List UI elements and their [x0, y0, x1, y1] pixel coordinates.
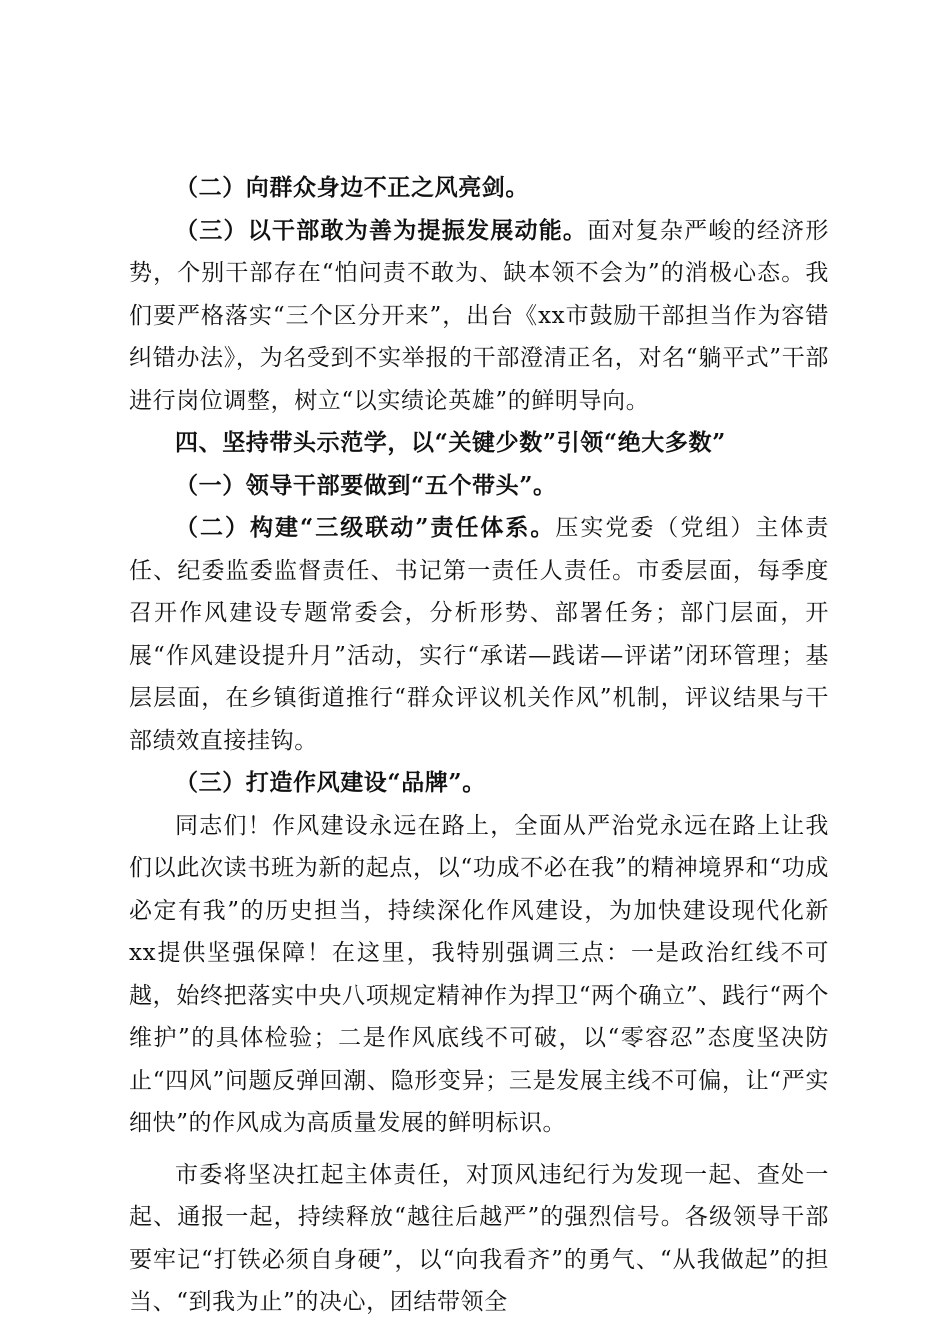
- paragraph-text: 压实党委（党组）主体责任、纪委监委监督责任、书记第一责任人责任。市委层面，每季度召开作风建设专题常委会，分析形势、部署任务；部门层面，开展“作风建设提升月”活动，实行“承诺—践诺—评诺”闭环管理；基层层面，在乡镇街道推行“群众评议机关作风”机制，评议结果与干部绩效直接挂钩。: [129, 515, 829, 754]
- paragraph-heading: （三）以干部敢为善为提振发展动能。: [175, 216, 588, 244]
- paragraph-text: 同志们！作风建设永远在路上，全面从严治党永远在路上让我们以此次读书班为新的起点，以“功成不必在我”的精神境界和“功成必定有我”的历史担当，持续深化作风建设，为加快建设现代化新xx提供坚强保障！在这里，我特别强调三点：一是政治红线不可越，始终把落实中央八项规定精神作为捍卫“两个确立”、践行“两个维护”的具体检验；二是作风底线不可破，以“零容忍”态度坚决防止“四风”问题反弹回潮、隐形变异；三是发展主线不可偏，让“严实细快”的作风成为高质量发展的鲜明标识。: [129, 812, 829, 1136]
- section-title: 四、坚持带头示范学，以“关键少数”引领“绝大多数”: [175, 429, 726, 456]
- paragraph-2: [129, 210, 829, 423]
- paragraph-heading: （二）向群众身边不正之风亮剑。: [175, 174, 529, 201]
- paragraph-heading: （二）构建“三级联动”责任体系。: [175, 514, 556, 541]
- document-body: [129, 167, 829, 1324]
- paragraph-4: [129, 507, 829, 762]
- paragraph-6: [129, 805, 829, 1145]
- paragraph-text: 面对复杂严峻的经济形势，个别干部存在“怕问责不敢为、缺本领不会为”的消极心态。我们要严格落实“三个区分开来”，出台《xx市鼓励干部担当作为容错纠错办法》，为名受到不实举报的干部澄清正名，对名“躺平式”干部进行岗位调整，树立“以实绩论英雄”的鲜明导向。: [129, 217, 830, 414]
- section-heading: [129, 422, 829, 465]
- paragraph-1: [129, 167, 829, 210]
- paragraph-7: [129, 1154, 829, 1324]
- paragraph-heading: （三）打造作风建设“品牌”。: [175, 769, 486, 796]
- paragraph-3: [129, 465, 829, 508]
- paragraph-text: 市委将坚决扛起主体责任，对顶风违纪行为发现一起、查处一起、通报一起，持续释放“越往后越严”的强烈信号。各级领导干部要牢记“打铁必须自身硬”，以“向我看齐”的勇气、“从我做起”的担当、“到我为止”的决心，团结带领全: [129, 1161, 829, 1315]
- paragraph-heading: （一）领导干部要做到“五个带头”。: [175, 471, 557, 499]
- paragraph-5: [129, 762, 829, 805]
